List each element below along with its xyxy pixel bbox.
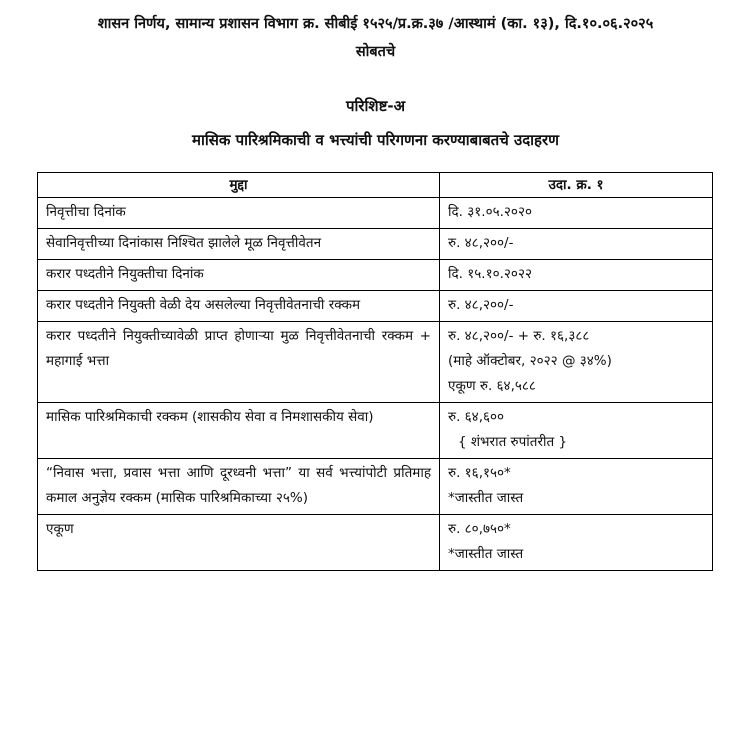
row-point-cell: करार पध्दतीने नियुक्तीच्यावेळी प्राप्त होणाऱ्या मुळ निवृत्तीवेतनाची रक्कम + महागाई भत्ता [38,322,440,403]
row-value-line: रु. ४८,२००/- [448,235,514,251]
row-value-line: *जास्तीत जास्त [448,490,524,506]
table-row [38,229,713,260]
row-value-line: रु. ४८,२००/- + रु. १६,३८८ [448,328,590,344]
table-header-row [38,173,713,198]
row-value-cell [440,229,713,260]
row-value-cell [440,291,713,322]
row-point-cell: करार पध्दतीने नियुक्ती वेळी देय असलेल्या निवृत्तीवेतनाची रक्कम [38,291,440,322]
row-value-line: *जास्तीत जास्त [448,546,524,562]
row-value-cell [440,260,713,291]
row-point-cell: एकूण [38,515,440,571]
table-row [38,322,713,403]
row-point-cell: मासिक पारिश्रमिकाची रक्कम (शासकीय सेवा व निमशासकीय सेवा) [38,403,440,459]
row-value-line: रु. १६,१५०* [448,465,511,481]
document-reference-line: शासन निर्णय, सामान्य प्रशासन विभाग क्र. सीबीई १५२५/प्र.क्र.३७ /आस्थामं (का. १३), दि.१०.०६.२०२५ [97,16,654,32]
row-value-cell [440,198,713,229]
column-header-example: उदा. क्र. १ [440,173,713,198]
row-value-cell [440,403,713,459]
table-row [38,515,713,571]
table-row [38,291,713,322]
row-point-cell: करार पध्दतीने नियुक्तीचा दिनांक [38,260,440,291]
table-row [38,198,713,229]
row-point-cell: सेवानिवृत्तीच्या दिनांकास निश्चित झालेले मूळ निवृत्तीवेतन [38,229,440,260]
row-point-cell: निवृत्तीचा दिनांक [38,198,440,229]
row-value-line: रु. ८०,७५०* [448,521,511,537]
table-row [38,459,713,515]
row-value-line: दि. १५.१०.२०२२ [448,266,532,282]
table-row [38,403,713,459]
appendix-title: परिशिष्ट-अ [345,97,406,115]
row-value-line: (माहे ऑक्टोबर, २०२२ @ ३४%) [448,353,612,369]
document-reference-suffix: सोबतचे [355,44,396,60]
row-value-line: दि. ३१.०५.२०२० [448,204,532,220]
row-value-cell [440,322,713,403]
row-value-line: रु. ६४,६०० [448,409,505,425]
appendix-subtitle: मासिक पारिश्रमिकाची व भत्त्यांची परिगणना करण्याबाबतचे उदाहरण [191,131,559,149]
row-value-cell [440,459,713,515]
row-value-cell [440,515,713,571]
row-value-line: एकूण रु. ६४,५८८ [448,378,536,394]
table-row [38,260,713,291]
row-value-line: { शंभरात रुपांतरीत } [458,434,568,450]
row-point-cell: “निवास भत्ता, प्रवास भत्ता आणि दूरध्वनी भत्ता” या सर्व भत्त्यांपोटी प्रतिमाह कमाल अनुज्ञेय रक्कम (मासिक पारिश्रमिकाच्या २५%) [38,459,440,515]
row-value-line: रु. ४८,२००/- [448,297,514,313]
calculation-table [37,172,713,571]
column-header-point: मुद्दा [38,173,440,198]
